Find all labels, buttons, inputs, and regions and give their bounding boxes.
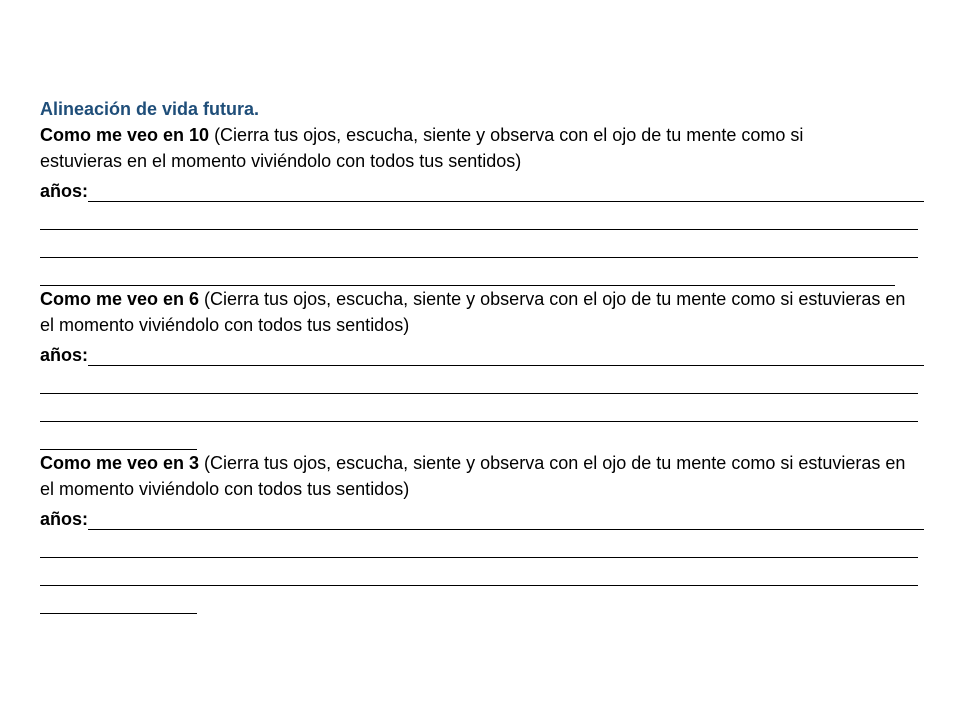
section-6-years [40,286,924,450]
answer-line[interactable] [40,366,918,394]
section-prompt [40,122,890,174]
answer-line[interactable] [40,530,918,558]
answer-line[interactable] [88,180,924,202]
answer-line[interactable] [88,508,924,530]
answer-line[interactable] [40,422,197,450]
section-10-years [40,122,924,286]
section-heading: Como me veo en 3 [40,453,200,473]
section-instruction: (Cierra tus ojos, escucha, siente y observa con el ojo de tu mente como si estuvieras en el momento viviéndolo con todos tus sentidos) [40,453,906,499]
section-heading: Como me veo en 10 [40,125,210,145]
worksheet [40,96,924,614]
section-heading: Como me veo en 6 [40,289,200,309]
section-prompt [40,286,924,338]
years-label: años: [40,509,89,529]
worksheet-title: Alineación de vida futura. [40,99,260,119]
answer-line[interactable] [40,258,895,286]
answer-line[interactable] [40,586,197,614]
section-3-years [40,450,924,614]
years-answer-row [40,174,924,202]
answer-line[interactable] [40,558,918,586]
answer-line[interactable] [40,394,918,422]
answer-line[interactable] [88,344,924,366]
answer-line[interactable] [40,230,918,258]
years-answer-row [40,338,924,366]
section-instruction: (Cierra tus ojos, escucha, siente y observa con el ojo de tu mente como si estuvieras en el momento viviéndolo con todos tus sentidos) [40,289,906,335]
years-label: años: [40,181,89,201]
section-prompt [40,450,924,502]
section-instruction: (Cierra tus ojos, escucha, siente y observa con el ojo de tu mente como si estuvieras en el momento viviéndolo con todos tus sentidos) [40,125,804,171]
years-answer-row [40,502,924,530]
answer-line[interactable] [40,202,918,230]
years-label: años: [40,345,89,365]
